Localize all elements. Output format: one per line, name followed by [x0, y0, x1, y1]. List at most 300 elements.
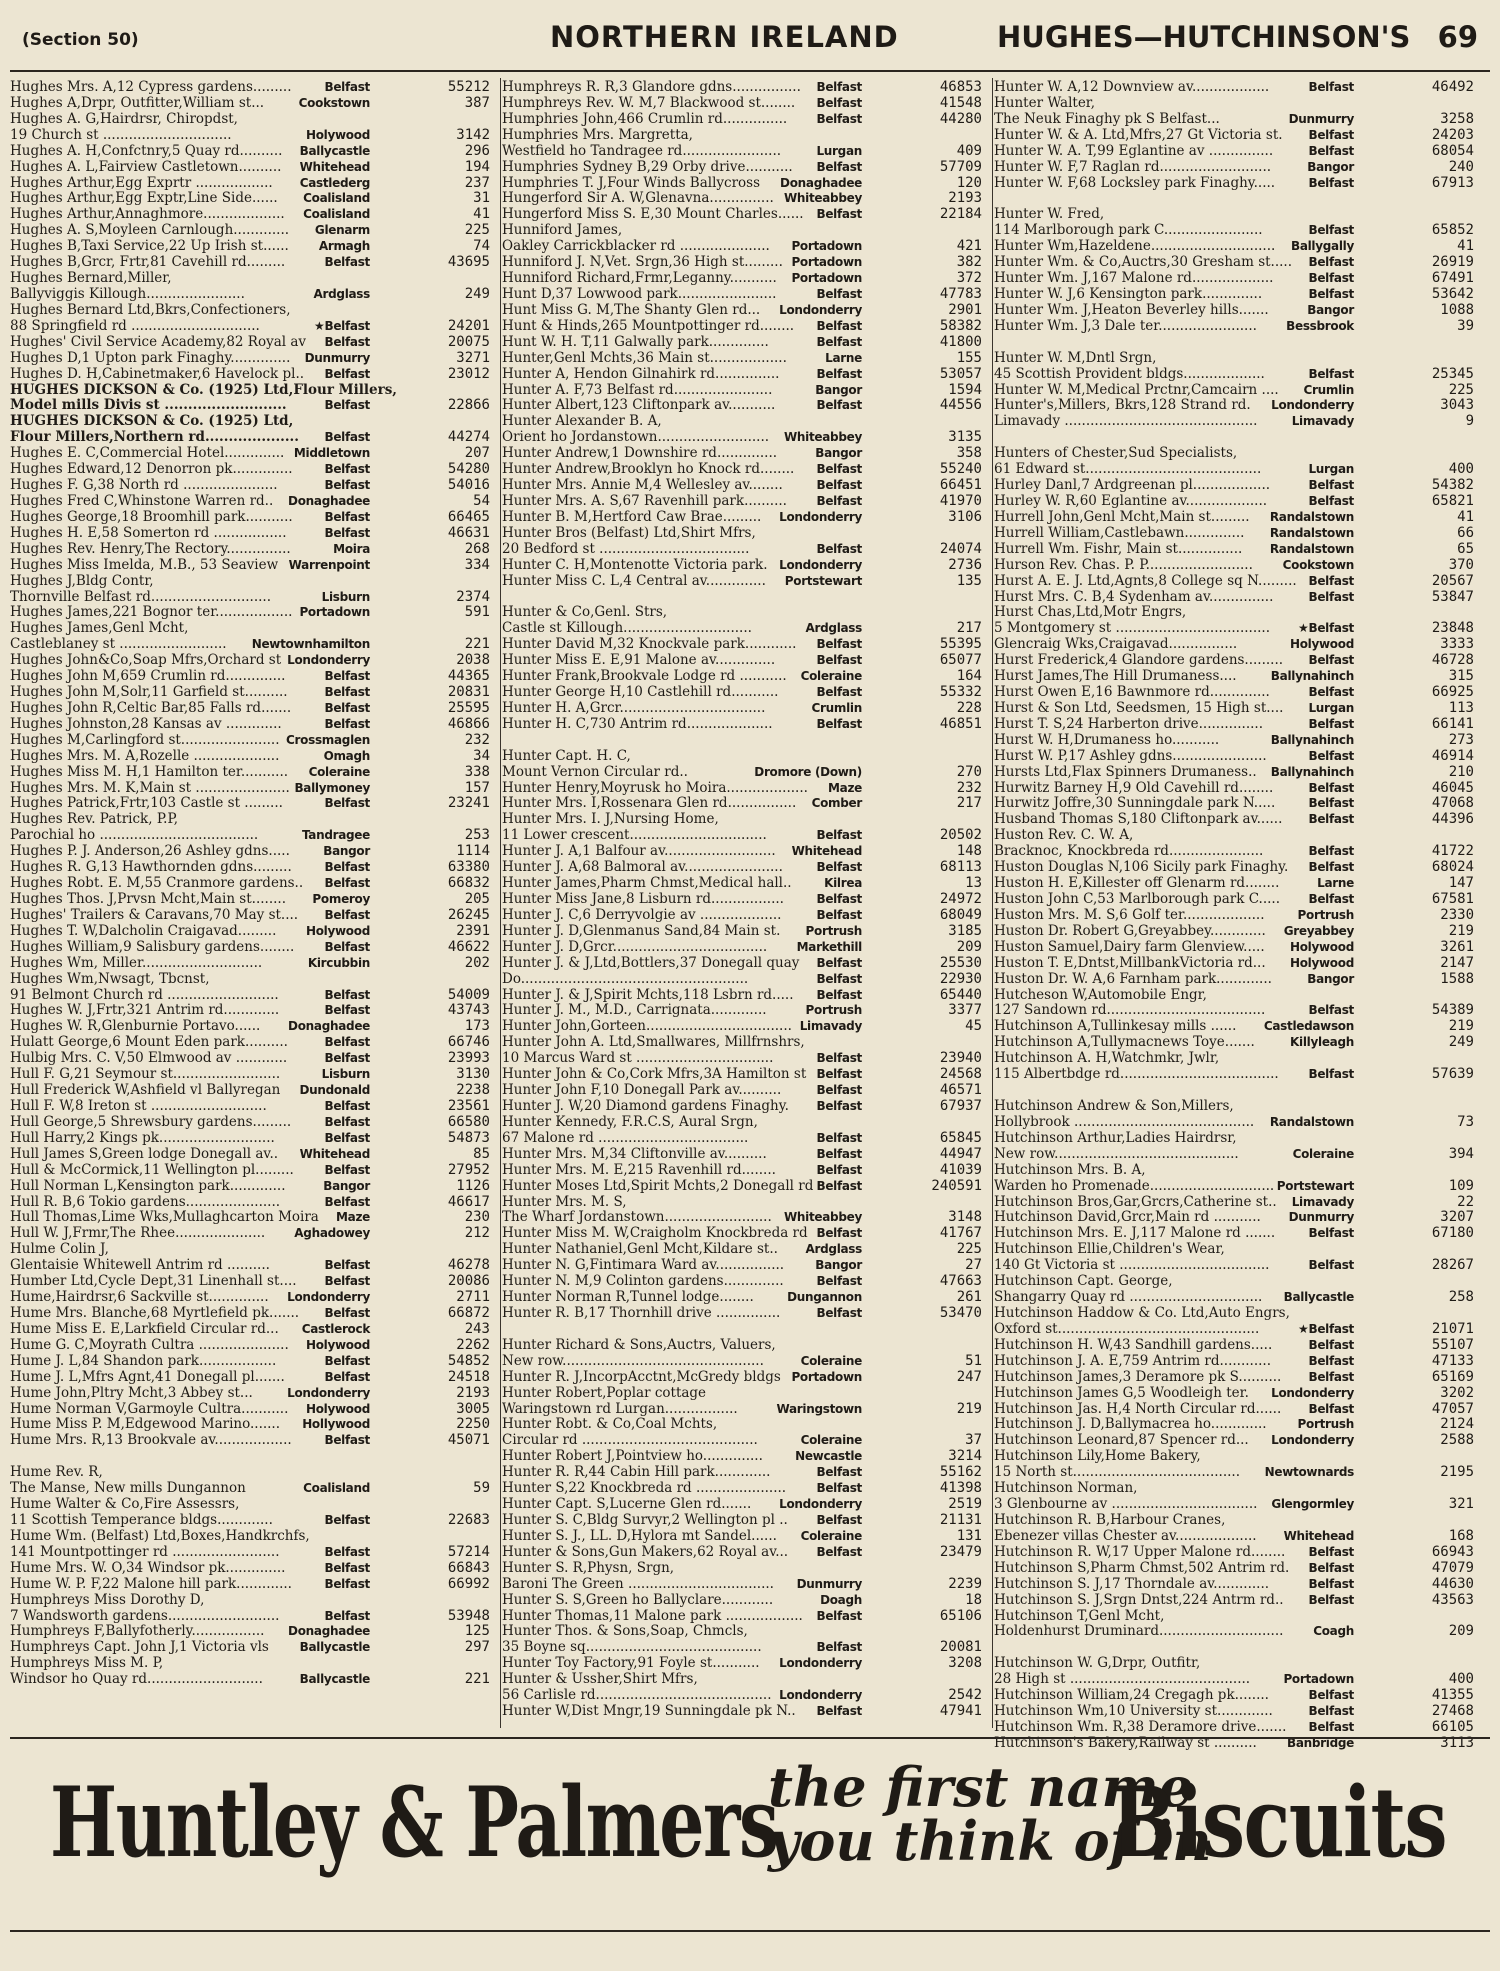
listing-number: 247 — [956, 1368, 982, 1385]
listing-name: Hunter Henry,Moyrusk ho Moira................... — [502, 779, 808, 796]
listing-exchange: Belfast — [324, 1608, 370, 1623]
listing-number: 1588 — [1440, 970, 1474, 987]
listing-exchange: Belfast — [1308, 1704, 1354, 1719]
listing-name: Castle st Killough.............................. — [502, 620, 752, 637]
listing-name: Hume Wm. (Belfast) Ltd,Boxes,Handkrchfs, — [10, 1527, 310, 1544]
listing-exchange: Belfast — [324, 1114, 370, 1129]
listing-entry — [10, 1529, 498, 1545]
listing-entry — [994, 1704, 1482, 1720]
listing-name: Hunter Moses Ltd,Spirit Mchts,2 Donegall rd — [502, 1177, 814, 1194]
listing-entry — [10, 335, 498, 351]
listing-number: 209 — [956, 938, 982, 955]
listing-number: 54389 — [1431, 1002, 1474, 1019]
listing-name: Huston John C,53 Marlborough park C..... — [994, 891, 1280, 908]
listing-entry — [10, 701, 498, 717]
listing-name: Hunter H. C,730 Antrim rd.................... — [502, 715, 773, 732]
listing-entry — [502, 653, 990, 669]
listing-exchange: Belfast — [1308, 573, 1354, 588]
listing-name: Hull W. J,Frmr,The Rhee..................... — [10, 1225, 266, 1242]
listing-number: 67913 — [1431, 174, 1474, 191]
listing-exchange: Belfast — [816, 1099, 862, 1113]
listing-number: 63380 — [447, 859, 490, 876]
listing-exchange: Omagh — [323, 748, 370, 763]
listing-number: 66 — [1457, 524, 1474, 541]
listing-exchange: Belfast — [324, 669, 370, 684]
listing-entry — [502, 669, 990, 685]
listing-entry — [994, 574, 1482, 590]
listing-exchange: Ardglass — [805, 1242, 862, 1257]
listing-entry — [10, 1306, 498, 1322]
listing-number: 54280 — [447, 461, 490, 478]
listing-number: 53847 — [1431, 588, 1474, 605]
listing-entry — [994, 749, 1482, 765]
listing-name: Humphreys Miss M. P, — [10, 1655, 164, 1672]
listing-entry — [994, 1099, 1482, 1115]
listing-number: 212 — [464, 1225, 490, 1242]
listing-number: 1126 — [456, 1177, 490, 1194]
listing-name: Hunter John A. Ltd,Smallwares, Millfrnshrs, — [502, 1034, 805, 1051]
listing-number: 41355 — [1431, 1687, 1474, 1704]
listing-number: 57214 — [447, 1543, 490, 1560]
listing-exchange: Ballynahinch — [1270, 669, 1354, 684]
listing-number: 217 — [956, 620, 982, 637]
listing-number: 46278 — [447, 1257, 490, 1274]
listing-exchange: Bangor — [1307, 302, 1354, 317]
listing-exchange: Coalisland — [303, 207, 370, 222]
listing-exchange: Belfast — [1308, 143, 1354, 158]
listing-name: Hunter Capt. S,Lucerne Glen rd....... — [502, 1496, 752, 1513]
listing-entry — [994, 1163, 1482, 1179]
listing-name: Hunter B. M,Hertford Caw Brae......... — [502, 508, 762, 525]
listing-exchange: Belfast — [324, 1130, 370, 1145]
listing-number: 55332 — [939, 684, 982, 701]
listing-name: 61 Edward st......................................... — [994, 461, 1262, 478]
listing-entry — [994, 1035, 1482, 1051]
listing-exchange: Belfast — [1308, 1688, 1354, 1703]
listing-entry — [502, 1497, 990, 1513]
listing-entry — [994, 1386, 1482, 1402]
listing-entry — [994, 494, 1482, 510]
listing-entry — [10, 621, 498, 637]
listing-exchange: Belfast — [324, 876, 370, 891]
listing-entry — [10, 1226, 498, 1242]
listing-entry — [502, 191, 990, 207]
listing-entry — [10, 1051, 498, 1067]
listing-number: 66843 — [447, 1559, 490, 1576]
listing-exchange: Killyleagh — [1290, 1035, 1354, 1050]
listing-name: Humphries T. J,Four Winds Ballycross — [502, 174, 761, 191]
listing-name: Hughes A. S,Moyleen Carnlough............. — [10, 222, 290, 239]
listing-exchange: Maze — [828, 780, 862, 795]
listing-number: 22184 — [939, 206, 982, 223]
listing-exchange: Belfast — [1308, 493, 1354, 508]
listing-entry — [10, 494, 498, 510]
listing-name: Hunter S. S,Green ho Ballyclare............ — [502, 1591, 774, 1608]
listing-number: 59 — [473, 1480, 490, 1497]
listing-number: 394 — [1448, 1145, 1474, 1162]
listing-exchange: Belfast — [324, 334, 370, 349]
listing-entry — [502, 1561, 990, 1577]
listing-name: Hunter J. M., M.D., Carrignata............. — [502, 1002, 767, 1019]
listing-name: Hughes B,Taxi Service,22 Up Irish st...... — [10, 238, 289, 255]
listing-number: 3261 — [1440, 938, 1474, 955]
listing-name: Hull & McCormick,11 Wellington pl......... — [10, 1161, 294, 1178]
listing-exchange: Belfast — [1308, 1003, 1354, 1018]
listing-number: 55240 — [939, 461, 982, 478]
listing-name: Hughes Arthur,Annaghmore................... — [10, 206, 285, 223]
listing-name: Hunter R. J,IncorpAcctnt,McGredy bldgs — [502, 1368, 781, 1385]
listing-exchange: Banbridge — [1286, 1735, 1354, 1750]
listing-exchange: Ballynahinch — [1270, 764, 1354, 779]
listing-exchange: Crossmaglen — [286, 732, 370, 747]
listing-entry — [502, 1210, 990, 1226]
listing-exchange: Belfast — [816, 892, 862, 907]
listing-entry — [10, 1449, 498, 1465]
listing-entry — [994, 1417, 1482, 1433]
listing-exchange: Castlerock — [301, 1321, 370, 1336]
listing-entry — [10, 96, 498, 112]
listing-name: Hughes B,Grcr, Frtr,81 Cavehill rd......... — [10, 254, 286, 271]
listing-exchange: Bangor — [323, 844, 370, 859]
listing-number: 2374 — [456, 588, 490, 605]
listing-name: Hughes Rev. Patrick, P.P, — [10, 811, 179, 828]
listing-name: Hutchinson Arthur,Ladies Hairdrsr, — [994, 1129, 1237, 1146]
listing-entry — [10, 1099, 498, 1115]
listing-name: Humphries John,466 Crumlin rd............... — [502, 110, 788, 127]
listing-number: 273 — [1448, 731, 1474, 748]
listing-name: Hunter Wm. J,Heaton Beverley hills....... — [994, 301, 1269, 318]
listing-number: 219 — [1448, 1018, 1474, 1035]
listing-name: Hursts Ltd,Flax Spinners Drumaness.. — [994, 763, 1257, 780]
listing-exchange: Belfast — [816, 462, 862, 477]
listing-entry — [10, 1481, 498, 1497]
listing-name: 91 Belmont Church rd .......................... — [10, 986, 279, 1003]
listing-number: 2124 — [1440, 1416, 1474, 1433]
listing-number: 2238 — [456, 1082, 490, 1099]
listing-exchange: Belfast — [324, 1051, 370, 1066]
listing-number: 46617 — [447, 1193, 490, 1210]
listing-name: Hume Walter & Co,Fire Assessrs, — [10, 1496, 240, 1513]
listing-name: Warden ho Promenade............................. — [994, 1177, 1275, 1194]
listing-number: 46631 — [447, 524, 490, 541]
listing-name: Hunter Walter, — [994, 94, 1096, 111]
listing-exchange: Holywood — [306, 1401, 370, 1416]
listing-exchange: Belfast — [1308, 1353, 1354, 1368]
listing-entry — [994, 1131, 1482, 1147]
listing-name: Hunter N. G,Fintimara Ward av................ — [502, 1257, 785, 1274]
listing-name: 127 Sandown rd..................................... — [994, 1002, 1266, 1019]
listing-name: Hungerford Sir A. W,Glenavna............... — [502, 190, 774, 207]
listing-number: 24074 — [939, 540, 982, 557]
listing-number: 53057 — [939, 365, 982, 382]
listing-entry — [994, 733, 1482, 749]
listing-name: Hughes Mrs. M. K,Main st ...................... — [10, 779, 290, 796]
listing-entry — [994, 1545, 1482, 1561]
listing-name: Hughes Thos. J,Prvsn Mcht,Main st........ — [10, 891, 286, 908]
listing-number: 43695 — [447, 254, 490, 271]
listing-entry — [10, 940, 498, 956]
listing-entry — [10, 112, 498, 128]
listing-entry — [994, 1465, 1482, 1481]
listing-name: Hughes Arthur,Egg Exptr,Line Side...... — [10, 190, 278, 207]
listing-exchange: Lurgan — [1308, 462, 1354, 477]
listing-entry — [994, 1593, 1482, 1609]
listing-exchange: Belfast — [1308, 1592, 1354, 1607]
listing-exchange: Moira — [333, 541, 370, 556]
listing-name: Flour Millers,Northern rd.................... — [10, 429, 299, 446]
listing-entry — [994, 828, 1482, 844]
listing-entry — [502, 1226, 990, 1242]
listing-name: Hunter Wm. J,167 Malone rd................... — [994, 270, 1274, 287]
listing-entry — [502, 1131, 990, 1147]
listing-exchange: Coleraine — [800, 669, 862, 684]
listing-exchange: Lurgan — [1308, 700, 1354, 715]
listing-exchange: Castledawson — [1263, 1019, 1354, 1034]
listing-exchange: Glenarm — [314, 223, 370, 238]
listing-name: Hutchinson Bros,Gar,Grcrs,Catherine st.. — [994, 1193, 1277, 1210]
listing-exchange: Belfast — [1308, 1544, 1354, 1559]
listing-number: 22866 — [447, 397, 490, 414]
listing-entry — [502, 1322, 990, 1338]
listing-name: 11 Scottish Temperance bldgs............. — [10, 1511, 273, 1528]
page-number: 69 — [1437, 20, 1478, 54]
listing-number: 3130 — [456, 1066, 490, 1083]
listing-number: 157 — [464, 779, 490, 796]
listing-name: Hughes W. J,Frtr,321 Antrim rd............. — [10, 1002, 280, 1019]
listing-name: Huston Mrs. M. S,6 Golf ter................... — [994, 906, 1265, 923]
listing-exchange: Belfast — [816, 1544, 862, 1559]
listing-entry — [502, 1704, 990, 1720]
listing-number: 23848 — [1431, 620, 1474, 637]
listing-name: Hughes P. J. Anderson,26 Ashley gdns..... — [10, 843, 290, 860]
listing-name: Hutchinson Haddow & Co. Ltd,Auto Engrs, — [994, 1304, 1290, 1321]
listing-exchange: Kilrea — [824, 876, 862, 891]
listing-entry — [994, 1449, 1482, 1465]
advert-slogan-line-2: you think of in — [768, 1809, 1212, 1873]
listing-number: 44556 — [939, 397, 982, 414]
listing-name: Hunter W. F,7 Raglan rd.......................... — [994, 158, 1272, 175]
listing-exchange: Randalstown — [1269, 541, 1354, 556]
listing-name: Hunt W. H. T,11 Galwally park.............. — [502, 333, 769, 350]
listing-exchange: Kircubbin — [307, 955, 370, 970]
listing-name: Hunter R. B,17 Thornhill drive ............... — [502, 1304, 781, 1321]
listing-exchange: Greyabbey — [1283, 923, 1354, 938]
listing-exchange: Belfast — [1308, 716, 1354, 731]
listing-entry — [994, 1226, 1482, 1242]
listing-number: 27952 — [447, 1161, 490, 1178]
listing-exchange: Bangor — [815, 1258, 862, 1273]
listing-number: 2147 — [1440, 954, 1474, 971]
listing-entry — [502, 1688, 990, 1704]
listing-name: Hunter David M,32 Knockvale park............ — [502, 636, 797, 653]
listing-name: Hunter W. M,Dntl Srgn, — [994, 349, 1157, 366]
listing-name: Hull Harry,2 Kings pk........................... — [10, 1129, 275, 1146]
advertisement-banner — [50, 1755, 1450, 1920]
listing-name: Hunter Miss Jane,8 Lisburn rd................. — [502, 891, 784, 908]
listing-name: Hughes James,Genl Mcht, — [10, 620, 189, 637]
listing-number: 26245 — [447, 906, 490, 923]
listing-exchange: Belfast — [324, 716, 370, 731]
listing-number: 258 — [1448, 1289, 1474, 1306]
listing-exchange: Belfast — [816, 1465, 862, 1480]
listing-exchange: Belfast — [816, 955, 862, 970]
listing-exchange: Whitehead — [791, 844, 862, 859]
listing-entry — [10, 430, 498, 446]
listing-name: Model mills Divis st .......................... — [10, 397, 287, 414]
listing-entry — [10, 462, 498, 478]
listing-entry — [502, 303, 990, 319]
listing-name: Hunters of Chester,Sud Specialists, — [994, 445, 1238, 462]
listing-number: 67491 — [1431, 270, 1474, 287]
listing-name: Hunter Mrs. M. S, — [502, 1193, 627, 1210]
listing-exchange: Middletown — [293, 446, 370, 461]
listing-number: 41 — [1457, 508, 1474, 525]
listing-entry — [10, 1210, 498, 1226]
advert-slogan-line-1: the first name — [768, 1755, 1193, 1819]
listing-entry — [994, 1720, 1482, 1736]
listing-entry — [994, 526, 1482, 542]
listing-name: Hughes George,18 Broomhill park........... — [10, 508, 293, 525]
listing-entry — [994, 255, 1482, 271]
listing-entry — [502, 1306, 990, 1322]
listing-entry — [994, 1640, 1482, 1656]
listing-name: Hunter Wm. & Co,Auctrs,30 Gresham st..... — [994, 254, 1293, 271]
listing-name: Hutchinson Wm. R,38 Deramore drive....... — [994, 1718, 1287, 1735]
listing-number: 1594 — [948, 381, 982, 398]
listing-entry — [502, 844, 990, 860]
listing-entry — [994, 367, 1482, 383]
listing-entry — [502, 1417, 990, 1433]
listing-entry — [10, 271, 498, 287]
listing-exchange: Coalisland — [303, 191, 370, 206]
listing-entry — [994, 1688, 1482, 1704]
listing-name: Hutchinson Ellie,Children's Wear, — [994, 1241, 1225, 1258]
listing-number: 13 — [965, 875, 982, 892]
listing-number: 44396 — [1431, 811, 1474, 828]
listing-exchange: Belfast — [816, 685, 862, 700]
listing-entry — [502, 367, 990, 383]
listing-name: Hutchinson Mrs. B. A, — [994, 1161, 1146, 1178]
listing-name: Hunter Wm. J,3 Dale ter....................... — [994, 317, 1257, 334]
listing-number: 41800 — [939, 333, 982, 350]
listing-name: Hutchinson Andrew & Son,Millers, — [994, 1098, 1234, 1114]
listing-name: Hughes John M,Solr,11 Garfield st.......... — [10, 684, 288, 701]
listing-entry — [994, 1609, 1482, 1625]
listing-name: Hughes Miss M. H,1 Hamilton ter........... — [10, 763, 289, 780]
listing-name: Hutchinson J. A. E,759 Antrim rd............ — [994, 1352, 1272, 1369]
listing-name: Hurrell Wm. Fishr, Main st............... — [994, 540, 1243, 557]
listing-exchange: Belfast — [324, 366, 370, 381]
listing-name: 56 Carlisle rd......................................... — [502, 1687, 772, 1704]
listing-number: 65821 — [1431, 492, 1474, 509]
listing-exchange: Belfast — [324, 700, 370, 715]
listing-entry — [10, 1163, 498, 1179]
listing-entry — [994, 1497, 1482, 1513]
listing-entry — [994, 1433, 1482, 1449]
listing-name: Hunter A, Hendon Gilnahirk rd............... — [502, 365, 780, 382]
listing-exchange: Portrush — [1297, 907, 1354, 922]
listing-name: Hutchinson S. J,Srgn Dntst,224 Antrm rd.. — [994, 1591, 1284, 1608]
listing-number: 321 — [1448, 1496, 1474, 1513]
listing-name: Hutchinson H. W,43 Sandhill gardens..... — [994, 1336, 1273, 1353]
listing-name: Hume W. P. F,22 Malone hill park............. — [10, 1575, 292, 1592]
listing-name: Do..................................................... — [502, 970, 749, 987]
listing-entry — [994, 1003, 1482, 1019]
listing-number: 27468 — [1431, 1703, 1474, 1720]
listing-entry — [994, 335, 1482, 351]
listing-name: Huston Rev. C. W. A, — [994, 827, 1134, 844]
listing-name: Hughes E. C,Commercial Hotel.............. — [10, 445, 285, 462]
listing-entry — [502, 1035, 990, 1051]
listing-exchange: Ardglass — [805, 621, 862, 636]
listing-exchange: Belfast — [324, 1162, 370, 1177]
listing-entry — [10, 1019, 498, 1035]
listing-name: Hunter Robert J,Pointview ho.............. — [502, 1448, 763, 1465]
listing-number: 26919 — [1431, 254, 1474, 271]
listing-name: Hughes M,Carlingford st....................... — [10, 731, 280, 748]
listing-entry — [994, 176, 1482, 192]
listing-exchange: Whiteabbey — [783, 1210, 862, 1225]
listing-entry — [994, 812, 1482, 828]
listing-name: Hunter Nathaniel,Genl Mcht,Kildare st.. — [502, 1241, 778, 1258]
listing-name: Hunter Toy Factory,91 Foyle st........... — [502, 1655, 760, 1672]
listing-name: Hunter Miss E. E,91 Malone av.............. — [502, 652, 776, 669]
listing-name: Hunter C. H,Montenotte Victoria park. — [502, 556, 768, 573]
listing-exchange: Portadown — [299, 605, 370, 620]
listing-number: 24201 — [447, 317, 490, 334]
listing-exchange: Belfast — [324, 1512, 370, 1527]
listing-exchange: Belfast — [324, 1274, 370, 1289]
listing-exchange: Belfast — [324, 462, 370, 477]
listing-entry — [10, 1322, 498, 1338]
listing-name: Hume J. L,84 Shandon park.................. — [10, 1352, 277, 1369]
listing-entry — [502, 1290, 990, 1306]
listing-name: Hunter J. A,1 Balfour av.......................... — [502, 843, 776, 860]
listing-entry — [994, 1195, 1482, 1211]
listing-number: 65852 — [1431, 222, 1474, 239]
listing-entry — [502, 972, 990, 988]
listing-name: HUGHES DICKSON & Co. (1925) Ltd, — [10, 413, 294, 430]
listing-entry — [502, 1003, 990, 1019]
listing-number: 217 — [956, 795, 982, 812]
listing-number: 3005 — [456, 1400, 490, 1417]
listing-name: Hurrell John,Genl Mcht,Main st......... — [994, 508, 1250, 525]
listing-name: 140 Gt Victoria st ................................... — [994, 1257, 1270, 1274]
listing-exchange: Belfast — [816, 828, 862, 843]
listing-name: Circular rd ......................................... — [502, 1432, 758, 1449]
listing-exchange: Portstewart — [1276, 1178, 1354, 1193]
listing-number: 3135 — [948, 429, 982, 446]
listing-exchange: Portadown — [791, 239, 862, 254]
listing-name: Hunter & Ussher,Shirt Mfrs, — [502, 1671, 698, 1688]
listing-entry — [502, 1099, 990, 1115]
listing-exchange: Lisburn — [321, 589, 370, 604]
listing-entry — [994, 860, 1482, 876]
column-divider — [500, 78, 501, 1728]
listing-name: Hume Miss E. E,Larkfield Circular rd... — [10, 1320, 279, 1337]
listing-exchange: Belfast — [816, 111, 862, 126]
listing-entry — [502, 892, 990, 908]
listing-exchange: Portstewart — [784, 573, 862, 588]
listing-number: 67937 — [939, 1098, 982, 1114]
listing-name: Hunter J. & J,Ltd,Bottlers,37 Donegall quay — [502, 954, 800, 971]
listing-entry — [994, 796, 1482, 812]
listing-entry — [994, 653, 1482, 669]
listing-entry — [502, 812, 990, 828]
listing-entry — [502, 446, 990, 462]
listing-name: 115 Albertbdge rd..................................... — [994, 1066, 1279, 1083]
listing-exchange: Belfast — [1308, 255, 1354, 270]
